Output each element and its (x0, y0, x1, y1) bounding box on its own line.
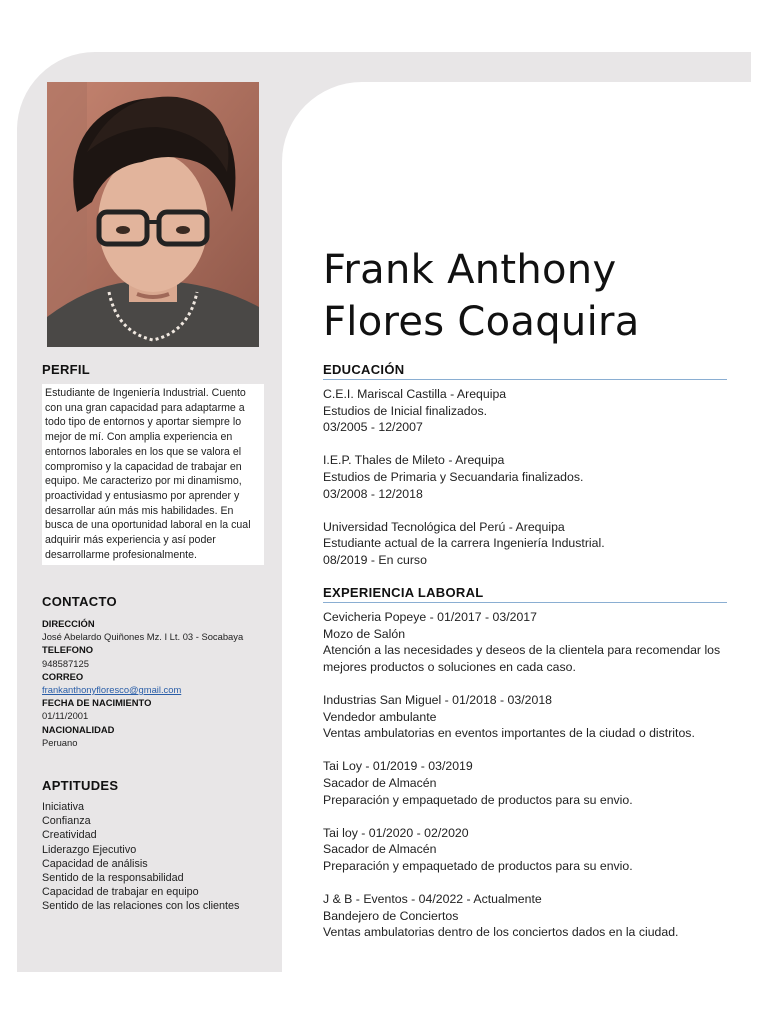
phone-label: TELEFONO (42, 644, 94, 656)
skill-item: Sentido de las relaciones con los clientes (42, 900, 240, 913)
skills-list (42, 800, 264, 914)
name-line-2: Flores Coaquira (323, 299, 640, 345)
experience-description: Ventas ambulatorias dentro de los conciertos dados en la ciudad. (323, 925, 679, 940)
name-line-1: Frank Anthony (323, 247, 617, 293)
skill-item: Capacidad de trabajar en equipo (42, 886, 199, 899)
contact-list (42, 617, 264, 749)
education-institution: C.E.I. Mariscal Castilla - Arequipa (323, 387, 507, 401)
education-dates: 03/2005 - 12/2007 (323, 420, 423, 435)
experience-employer: Cevicheria Popeye - 01/2017 - 03/2017 (323, 610, 537, 624)
experience-employer: J & B - Eventos - 04/2022 - Actualmente (323, 892, 542, 907)
experience-employer: Tai loy - 01/2020 - 02/2020 (323, 825, 469, 840)
experience-employer: Tai Loy - 01/2019 - 03/2019 (323, 759, 473, 774)
experience-heading: EXPERIENCIA LABORAL (323, 585, 727, 603)
experience-role: Sacador de Almacén (323, 775, 437, 790)
phone-value: 948587125 (42, 657, 89, 669)
skill-item: Sentido de la responsabilidad (42, 872, 184, 885)
profile-section (42, 362, 264, 377)
experience-role: Vendedor ambulante (323, 709, 437, 724)
birthdate-value: 01/11/2001 (42, 710, 89, 722)
profile-heading: PERFIL (42, 362, 91, 377)
experience-entry (323, 609, 727, 675)
experience-description: Ventas ambulatorias en eventos importantes de la ciudad o distritos. (323, 726, 695, 741)
skill-item: Capacidad de análisis (42, 857, 148, 870)
experience-role: Bandejero de Conciertos (323, 908, 459, 923)
profile-text-box (42, 384, 264, 565)
experience-role: Sacador de Almacén (323, 842, 437, 857)
candidate-name (323, 244, 753, 348)
education-description: Estudios de Inicial finalizados. (323, 403, 488, 418)
experience-employer: Industrias San Miguel - 01/2018 - 03/2018 (323, 692, 553, 707)
contact-heading: CONTACTO (42, 594, 117, 609)
skill-item: Creatividad (42, 829, 97, 842)
skills-heading: APTITUDES (42, 778, 119, 793)
education-entry (323, 386, 727, 436)
email-label: CORREO (42, 670, 84, 682)
skills-section (42, 778, 264, 914)
skill-item: Liderazgo Ejecutivo (42, 843, 137, 856)
experience-entry (323, 825, 727, 875)
nationality-value: Peruano (42, 736, 78, 748)
education-description: Estudiante actual de la carrera Ingeniería Industrial. (323, 536, 605, 551)
experience-entry (323, 891, 727, 941)
education-entry (323, 452, 727, 502)
experience-description: Atención a las necesidades y deseos de la clientela para recomendar los mejores productos o soluciones en cada caso. (323, 643, 721, 674)
education-description: Estudios de Primaria y Secuandaria finalizados. (323, 469, 584, 484)
skill-item: Iniciativa (42, 801, 85, 813)
profile-photo (47, 82, 259, 347)
birthdate-label: FECHA DE NACIMIENTO (42, 697, 152, 709)
profile-text: Estudiante de Ingeniería Industrial. Cuento con una gran capacidad para adaptarme a todo tipo de entornos y aportar siempre lo mejor de mí. Con amplia experiencia en entornos laborales en los que se valora el compromiso y la capacidad de trabajar en equipo. Me caracterizo por mi dinamismo, proactividad y entusiasmo por aprender y desarrollar aún más mis habilidades. En busca de una oportunidad laboral en la cual adquirir más experiencia y así poder desarrollarme profesionalmente. (45, 387, 251, 561)
education-institution: I.E.P. Thales de Mileto - Arequipa (323, 453, 505, 468)
education-institution: Universidad Tecnológica del Perú - Arequipa (323, 519, 565, 534)
education-section (323, 362, 727, 585)
experience-entry (323, 758, 727, 808)
education-entry (323, 519, 727, 569)
address-value: José Abelardo Quiñones Mz. I Lt. 03 - Socabaya (42, 631, 244, 643)
experience-description: Preparación y empaquetado de productos para su envio. (323, 858, 633, 873)
education-heading: EDUCACIÓN (323, 362, 727, 380)
contact-section (42, 594, 264, 749)
email-link[interactable]: frankanthonyfloresco@gmail.com (42, 684, 182, 696)
portrait-image (47, 82, 259, 347)
education-dates: 08/2019 - En curso (323, 552, 427, 567)
experience-section (323, 585, 727, 957)
skill-item: Confianza (42, 815, 91, 828)
experience-entry (323, 692, 727, 742)
experience-description: Preparación y empaquetado de productos para su envio. (323, 792, 633, 807)
address-label: DIRECCIÓN (42, 618, 95, 629)
education-dates: 03/2008 - 12/2018 (323, 486, 423, 501)
experience-role: Mozo de Salón (323, 626, 406, 641)
nationality-label: NACIONALIDAD (42, 723, 115, 735)
